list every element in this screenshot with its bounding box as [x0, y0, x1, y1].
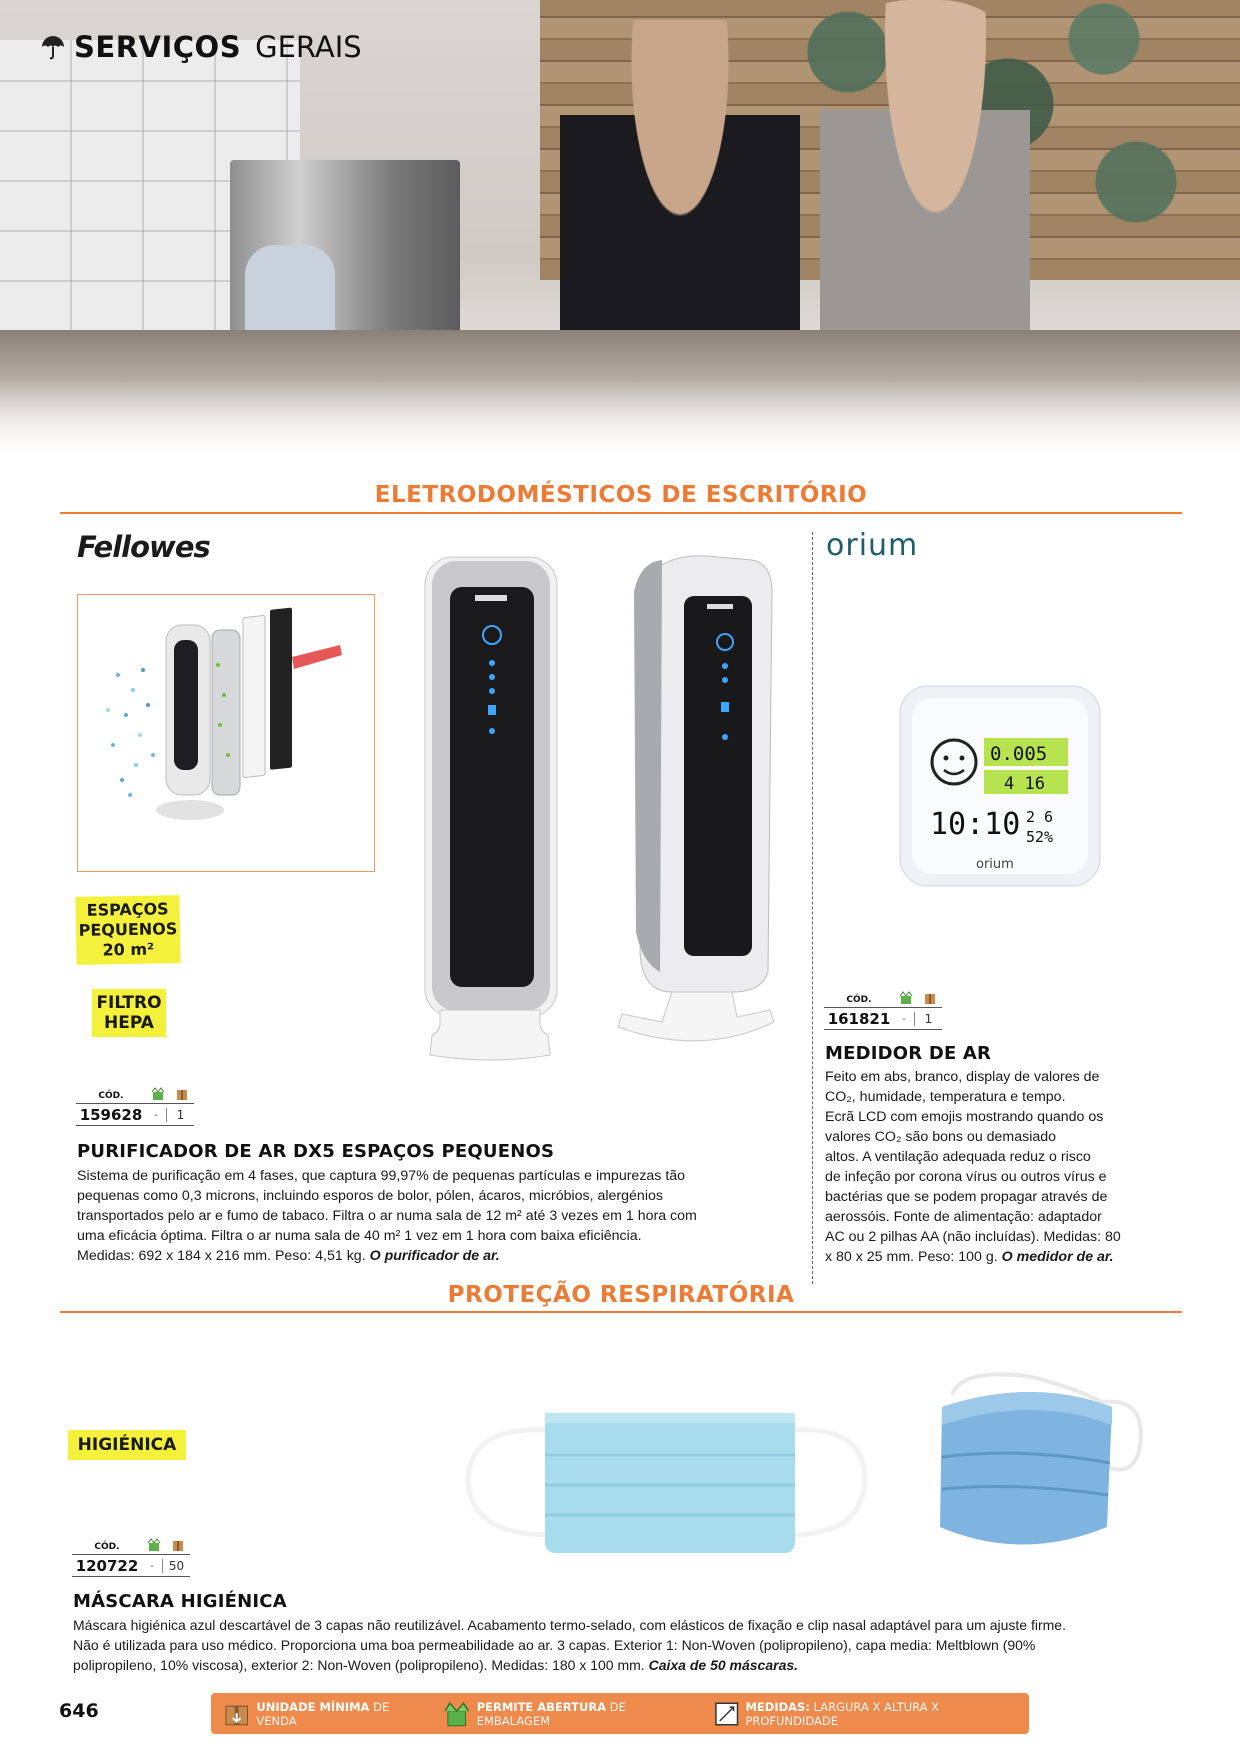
- product-desc-meter: [825, 1067, 1155, 1267]
- desc-line: pequenas como 0,3 microns, incluindo esporos de bolor, pólen, ácaros, micróbios, alergénios: [77, 1188, 663, 1204]
- open-package-icon: [147, 1538, 161, 1552]
- legend-measures-light: LARGURA X ALTURA X PROFUNDIDADE: [745, 1699, 940, 1728]
- legend-measures: [714, 1700, 1029, 1728]
- desc-emphasis: O purificador de ar.: [369, 1248, 500, 1264]
- badge-hepa: [92, 989, 166, 1037]
- co2-readout: 0.005: [990, 743, 1048, 765]
- min-qty: 1: [166, 1108, 194, 1122]
- badge-line: PEQUENOS: [78, 919, 178, 940]
- badge-line: ESPAÇOS: [86, 899, 169, 920]
- meter-brand: orium: [976, 857, 1014, 872]
- desc-line: valores CO₂ são bons ou demasiado: [825, 1129, 1057, 1145]
- desc-text: polipropileno, 10% viscosa), exterior 2: Non-Woven (polipropileno). Medidas: 180 x 100 mm.: [73, 1657, 645, 1673]
- clock-readout: 10:10: [930, 807, 1021, 842]
- desc-line: de infeção por corona vírus ou outros vírus e: [825, 1169, 1107, 1185]
- product-desc-mask: [73, 1615, 1183, 1675]
- open-package-icon: [443, 1700, 470, 1728]
- desc-line: uma eficácia óptima. Filtra o ar numa sala de 40 m² 1 vez em 1 hora com baixa eficiência.: [77, 1228, 642, 1244]
- fellowes-logo: Fellowes: [77, 530, 210, 564]
- product-title-meter: MEDIDOR DE AR: [825, 1043, 992, 1064]
- legend-bar: [211, 1693, 1029, 1734]
- box-icon: [175, 1087, 189, 1101]
- legend-min-unit-light: DE VENDA: [256, 1699, 390, 1728]
- product-title-mask: MÁSCARA HIGIÉNICA: [73, 1591, 287, 1612]
- desc-line: transportados pelo ar e fumo de tabaco. Filtra o ar numa sala de 12 m² até 3 vezes em 1 hora com: [77, 1208, 697, 1224]
- section-title-respiratory: PROTEÇÃO RESPIRATÓRIA: [447, 1282, 795, 1308]
- box-icon: [923, 991, 937, 1005]
- mask-flat-image: [460, 1395, 870, 1565]
- temp-readout: 2 6: [1026, 808, 1054, 826]
- air-meter-image: [896, 682, 1111, 892]
- badge-small-spaces: [75, 895, 180, 965]
- desc-line: Ecrã LCD com emojis mostrando quando os: [825, 1109, 1104, 1125]
- mask-folded-image: [922, 1367, 1152, 1567]
- code-dash: -: [150, 1559, 154, 1572]
- code-header: CÓD.: [98, 1091, 124, 1101]
- code-header: CÓD.: [94, 1542, 120, 1552]
- badge-line: HEPA: [104, 1013, 154, 1033]
- secondary-readout: 4 16: [1004, 774, 1045, 794]
- badge-hygienic: HIGIÉNICA: [68, 1430, 186, 1460]
- umbrella-icon: [40, 34, 66, 60]
- section-divider: [60, 512, 1182, 514]
- page-number: 646: [59, 1700, 99, 1722]
- min-qty: 1: [914, 1012, 942, 1026]
- product-desc-purifier: [77, 1166, 777, 1266]
- air-purifier-angled-image: [612, 552, 782, 1062]
- desc-text: x 80 x 25 mm. Peso: 100 g.: [825, 1249, 998, 1265]
- code-table-purifier: [76, 1083, 194, 1126]
- desc-text: Medidas: 692 x 184 x 216 mm. Peso: 4,51 kg.: [77, 1248, 366, 1264]
- open-package-icon: [151, 1087, 165, 1101]
- open-package-icon: [899, 991, 913, 1005]
- badge-line: FILTRO: [96, 993, 162, 1013]
- desc-line: [77, 1246, 777, 1266]
- desc-line: [825, 1247, 1155, 1267]
- box-icon: [171, 1538, 185, 1552]
- legend-measures-bold: MEDIDAS:: [745, 1699, 810, 1714]
- box-icon: [223, 1700, 250, 1728]
- legend-open-bold: PERMITE ABERTURA: [476, 1699, 607, 1714]
- legend-open-package: [443, 1700, 698, 1728]
- code-table-mask: [72, 1534, 190, 1577]
- code-dash: -: [902, 1012, 906, 1025]
- desc-emphasis: Caixa de 50 máscaras.: [648, 1657, 799, 1673]
- legend-open-light: DE EMBALAGEM: [476, 1699, 626, 1728]
- filter-layers-graphic: [78, 595, 374, 871]
- category-header: [40, 30, 362, 64]
- desc-line: AC ou 2 pilhas AA (não incluídas). Medidas: 80: [825, 1229, 1121, 1245]
- desc-line: Sistema de purificação em 4 fases, que captura 99,97% de pequenas partículas e impurezas tão: [77, 1168, 686, 1184]
- orium-logo: orium: [826, 528, 919, 563]
- desc-line: Feito em abs, branco, display de valores de: [825, 1069, 1100, 1085]
- product-code: 161821: [827, 1009, 891, 1028]
- code-dash: -: [154, 1108, 158, 1121]
- product-title-purifier: PURIFICADOR DE AR DX5 ESPAÇOS PEQUENOS: [77, 1141, 555, 1162]
- product-code: 120722: [75, 1556, 139, 1575]
- category-title-bold: SERVIÇOS: [74, 30, 242, 64]
- air-purifier-front-image: [420, 555, 565, 1070]
- measure-icon: [714, 1701, 739, 1727]
- code-table-meter: [824, 987, 942, 1030]
- badge-line: 20 m²: [102, 939, 155, 960]
- column-divider: [812, 532, 813, 1284]
- legend-min-unit: [223, 1700, 429, 1728]
- section-divider: [60, 1311, 1182, 1313]
- desc-line: CO₂, humidade, temperatura e tempo.: [825, 1089, 1066, 1105]
- legend-min-unit-bold: UNIDADE MÍNIMA: [256, 1699, 370, 1714]
- hero-photo: [0, 0, 1240, 465]
- product-code: 159628: [79, 1105, 143, 1124]
- category-title-light: GERAIS: [255, 30, 362, 64]
- humidity-readout: 52%: [1026, 828, 1054, 846]
- desc-line: Máscara higiénica azul descartável de 3 capas não reutilizável. Acabamento termo-selado, com elásticos de fixação e clip nasal adaptável para um ajuste firme.: [73, 1617, 1066, 1633]
- min-qty: 50: [162, 1559, 190, 1573]
- hero-fade: [0, 380, 1240, 465]
- desc-line: Não é utilizada para uso médico. Proporciona uma boa permeabilidade ao ar. 3 capas. Exterior 1: Non-Woven (polipropileno), capa media: Meltblown (90%: [73, 1637, 1036, 1653]
- code-header: CÓD.: [846, 995, 872, 1005]
- desc-line: [73, 1655, 1183, 1675]
- desc-line: bactérias que se podem propagar através de: [825, 1189, 1108, 1205]
- section-title-office-appliances: ELETRODOMÉSTICOS DE ESCRITÓRIO: [374, 482, 868, 508]
- desc-line: altos. A ventilação adequada reduz o risco: [825, 1149, 1091, 1165]
- filter-diagram-image: [77, 594, 375, 872]
- desc-emphasis: O medidor de ar.: [1001, 1249, 1114, 1265]
- desc-line: aerossóis. Fonte de alimentação: adaptador: [825, 1209, 1102, 1225]
